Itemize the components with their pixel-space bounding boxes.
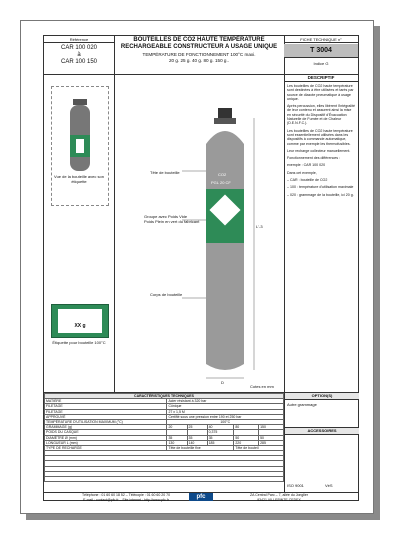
- grid-cell: 130: [167, 440, 187, 445]
- grid-cell: 35: [187, 435, 207, 440]
- grid-label: DIAMÈTRE Ø (mm): [45, 435, 167, 440]
- grid-label: TYPE DE RECHARGE: [45, 445, 167, 450]
- grid-cell: 35: [167, 435, 187, 440]
- description-paragraph: – 100 : température d'utilisation maximale: [287, 185, 354, 190]
- description-paragraph: Leur recharge collecteur manuellement.: [287, 148, 351, 153]
- datasheet-frame: [43, 35, 359, 501]
- grid-cell: 50: [234, 435, 259, 440]
- reference-cell: [44, 36, 115, 74]
- spec-value: Cônique: [167, 404, 284, 409]
- grid-cell: 80: [234, 425, 259, 430]
- specs-title: CARACTÉRISTIQUES TECHNIQUES: [45, 394, 284, 399]
- grid-label: LONGUEUR L (mm): [45, 440, 167, 445]
- reference-label: Référence: [44, 37, 114, 43]
- title-cell: [114, 36, 285, 74]
- grid-label: GRAMMAGE (g): [45, 425, 167, 430]
- spec-label: FILETAGE: [45, 404, 167, 409]
- bottle-text-co2: CO2: [218, 172, 227, 177]
- address-line2: 93421 VILLEPINTE CEDEX: [257, 497, 301, 502]
- grid-cell: 25: [187, 425, 207, 430]
- subtitle-line1: TEMPÉRATURE DE FONCTIONNEMENT 100°C maxi.: [142, 52, 256, 57]
- units-note: Cotes en mm: [250, 384, 274, 389]
- verification: VéS: [325, 483, 333, 488]
- description-title: DESCRIPTIF: [284, 74, 358, 82]
- grid-label: POIDS DU CASQUE: [45, 430, 167, 435]
- description-paragraph: Dans cet exemple,: [287, 170, 317, 175]
- pfc-logo: pfc: [189, 493, 213, 501]
- description-paragraph: Les bouteilles de CO2 haute température sont essentiellement utilisées dans les dispositifs à commande automatique, comme par exemple les thermofusibles.: [287, 128, 353, 146]
- contact-line2: E-mail : contact@pfc.fr – Site internet : http://www.pfc.fr: [83, 497, 169, 502]
- options-value: Autre grammage: [287, 402, 317, 407]
- address: [219, 493, 339, 502]
- contact-line1: Téléphone : 01 60 60 18 52 – Télécopie : 01 60 60 20 70: [81, 493, 171, 497]
- contact-info: [66, 493, 186, 502]
- title-line1: BOUTEILLES DE CO2 HAUTE TEMPÉRATURE: [133, 37, 265, 43]
- table-row: [45, 477, 284, 482]
- dimension-length: L'-3: [256, 224, 263, 229]
- description-text: [287, 84, 355, 200]
- left-panel: [44, 74, 115, 392]
- spec-label: FILETAGE: [45, 409, 167, 414]
- grid-header: TEMPÉRATURE D'UTILISATION MAXIMUM (°C): [45, 419, 167, 424]
- title-line2: RECHARGEABLE CONSTRUCTEUR A USAGE UNIQUE: [120, 44, 278, 50]
- grid-cell: 150: [259, 425, 284, 430]
- indice: Indice G: [313, 61, 329, 66]
- spec-label: APPROUVÉ: [45, 414, 167, 419]
- grid-cell: 185: [207, 440, 234, 445]
- description-paragraph: Après percussion, elles libèrent l'intégralité de leur contenu et assurent ainsi la mise en sécurité du Dispositif d'Évacuation Naturelle de Fumée et de Chaleur (D.E.N.F.C.).: [287, 104, 356, 126]
- spec-label: MATIÈRE: [45, 399, 167, 404]
- bottle-text-model: PGL 20 CF: [211, 180, 231, 185]
- spec-value: Acier résistant à 320 bar: [167, 399, 284, 404]
- reference-value: [44, 45, 114, 66]
- footer: [44, 492, 358, 502]
- description-paragraph: – CAR : bouteille de CO2: [287, 178, 328, 183]
- grid-cell: 40: [207, 425, 234, 430]
- reference-value-line1: CAR 100 020: [60, 45, 98, 51]
- dimension-diameter: D: [221, 380, 224, 385]
- grid-cell: 20: [167, 425, 187, 430]
- options-title: OPTION(S): [285, 393, 359, 400]
- grid-cell: 285: [259, 440, 284, 445]
- document-page: [20, 20, 374, 514]
- grid-cell: 0,375: [207, 430, 234, 435]
- bottom-section: [44, 392, 358, 493]
- reference-value-line3: CAR 100 150: [60, 59, 98, 65]
- sheet-label: FICHE TECHNIQUE n°: [284, 37, 358, 43]
- description-paragraph: Les bouteilles de CO2 haute température sont destinées à être utilisées et tarés par source de diazote pneumatique à usage unique.: [287, 84, 354, 101]
- address-line1: ZA Central Parc – 7, allée du Jonglier: [250, 493, 308, 497]
- grid-cell: Tête de bouteil: [234, 445, 284, 450]
- small-bottle-image: [52, 87, 108, 205]
- side-view-frame: [51, 86, 109, 206]
- document-title: [114, 37, 284, 51]
- bottle-drawing: [114, 74, 284, 392]
- callout-head: Tête de bouteille: [150, 170, 180, 175]
- grid-cell: 35: [207, 435, 234, 440]
- label-caption: Étiquette pour bouteille 100°C: [52, 340, 106, 345]
- label-sample: [51, 304, 109, 338]
- spec-value: 27 x 1,5 M: [167, 409, 284, 414]
- accessories-title: ACCESSOIRES: [285, 427, 359, 435]
- spec-value: Certifié sous une pression entre 190 et 250 bar: [167, 414, 284, 419]
- grid-cell: 50: [259, 435, 284, 440]
- bottle-drawing-area: [114, 74, 285, 392]
- callout-body: Corps de bouteille: [150, 292, 183, 297]
- grid-cell: 220: [234, 440, 259, 445]
- description-panel: [284, 74, 358, 392]
- certification: ISO 9001: [287, 483, 304, 488]
- options-panel: [284, 393, 359, 493]
- label-inner: [58, 309, 102, 333]
- specs-table: [44, 393, 284, 482]
- document-subtitle: [114, 52, 284, 63]
- grid-cell: 140: [187, 440, 207, 445]
- sheet-number-cell: [284, 36, 358, 74]
- reference-value-line2: à: [77, 52, 81, 58]
- label-weight: XX g: [74, 323, 86, 329]
- side-view-caption: Vue de la bouteille avec son étiquette: [54, 174, 104, 184]
- callout-group: Groupe avec Poids Vide Poids Plein en vert du fabricant: [144, 214, 200, 224]
- grid-cell: Tête de bouteille fixe: [167, 445, 234, 450]
- header: [44, 36, 358, 75]
- subtitle-line2: 20 g. 25 g. 40 g. 80 g. 150 g..: [168, 57, 230, 63]
- description-paragraph: Fonctionnement des différences :: [287, 156, 341, 161]
- description-paragraph: exemple : CAR 100 020: [287, 163, 326, 168]
- description-paragraph: – 020 : grammage de la bouteille, ici 20 g.: [287, 192, 354, 197]
- sheet-number: T 3004: [284, 44, 358, 58]
- grid-header-value: 100°C: [167, 419, 284, 424]
